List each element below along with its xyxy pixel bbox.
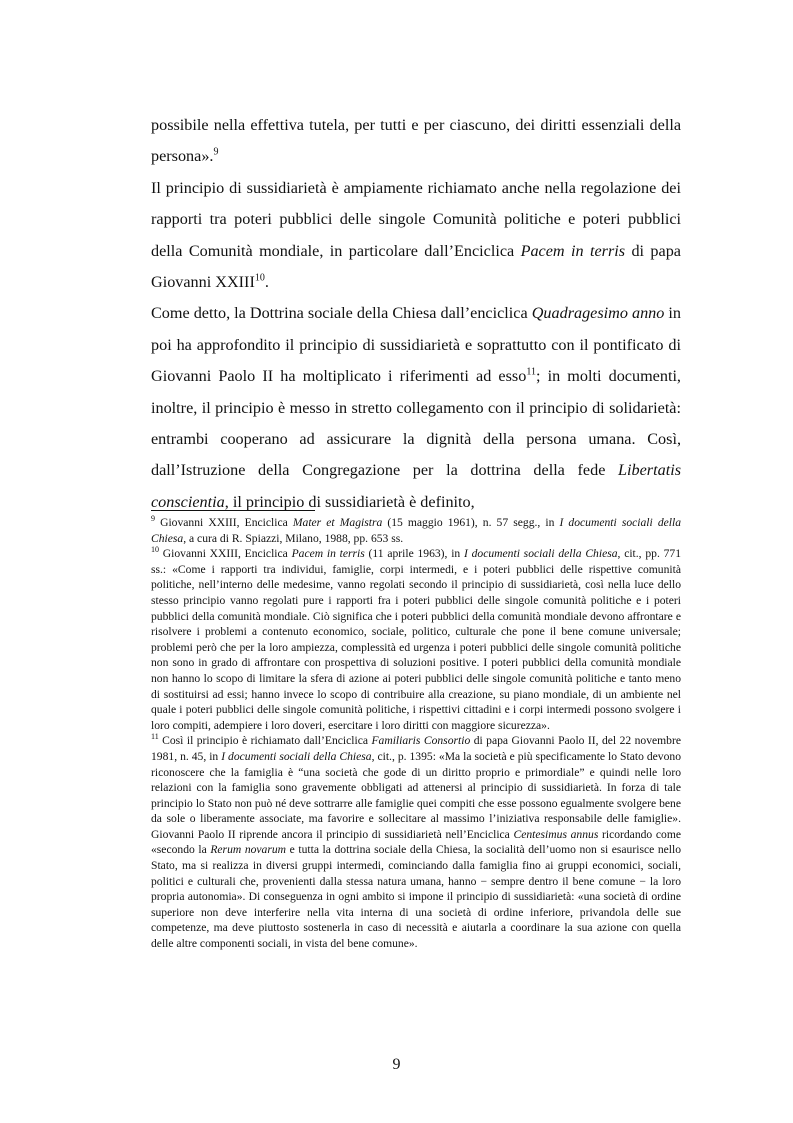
italic-title: Pacem in terris [291,547,365,561]
text: , il principio di sussidiarietà è definito, [224,492,475,511]
text: ; in molti documenti, inoltre, il principio è messo in stretto collegamento con il principio di solidarietà: entrambi cooperano ad assicurare la dignità della persona umana. Così, dall’Istruzione della Congregazione per la dottrina della fede [151,367,681,480]
italic-title: I documenti sociali della Chiesa [151,516,681,545]
italic-title: I documenti sociali della Chiesa [221,749,372,763]
footnote-10 [151,546,681,733]
text: Giovanni XXIII, Enciclica [155,516,293,529]
italic-title: Familiaris Consortio [371,734,471,748]
footnote-separator [151,510,315,511]
footnote-number: 10 [151,545,159,555]
italic-title: Centesimus annus [513,827,599,841]
text: (15 maggio 1961), n. 57 segg., in [382,516,560,529]
paragraph-3 [151,298,681,518]
text: , cit., p. 1395: «Ma la società e più specificamente lo Stato devono riconoscere che la famiglia è “una società che gode di un diritto proprio e primordiale” e quindi nelle loro relazioni con la famiglia sono gravemente obbligati ad attenersi al principio di sussidiarietà. In forza di tale principio lo Stato non può né deve sottrarre alle famiglie quei compiti che esse possono egualmente svolgere bene da sole o liberamente associate, ma favorire e sollecitare al massimo l’iniziativa responsabile delle famiglie». Giovanni Paolo II riprende ancora il principio di sussidiarietà nell’Enciclica [151,749,681,841]
main-text [151,110,681,518]
text: ricordando come «secondo la [151,827,681,857]
text: Il principio di sussidiarietà è ampiamente richiamato anche nella regolazione dei rapporti tra poteri pubblici delle singole Comunità politiche e poteri pubblici della Comunità mondiale, in particolare dall’Enciclica [151,178,681,260]
text: . [264,273,269,292]
text: Così il principio è richiamato dall’Enciclica [158,734,372,748]
paragraph-1 [151,110,681,173]
text: Come detto, la Dottrina sociale della Chiesa dall’enciclica [151,304,532,323]
italic-title: Libertatis conscientia [151,461,681,511]
text: Giovanni XXIII, Enciclica [159,547,292,561]
text: , cit., pp. 771 ss.: «Come i rapporti tra individui, famiglie, corpi intermedi, e i poteri pubblici delle rispettive comunità politiche, nell’interno delle medesime, vanno regolati secondo il principio di sussidiarietà, così nella luce dello stesso principio vanno regolati pure i rapporti fra i poteri pubblici delle singole comunità politiche e i poteri pubblici della comunità mondiale. Ciò significa che i poteri pubblici della comunità mondiale devono affrontare e risolvere i problemi a contenuto economico, sociale, politico, culturale che pone il bene comune universale; problemi però che per la loro ampiezza, complessità ed urgenza i poteri pubblici delle singole comunità politiche non sono in grado di affrontare con prospettiva di soluzioni positive. I poteri pubblici della comunità mondiale non hanno lo scopo di limitare la sfera di azione ai poteri pubblici delle singole comunità politiche e tanto meno di sostituirsi ad essi; hanno invece lo scopo di contribuire alla creazione, su piano mondiale, di un ambiente nel quale i poteri pubblici delle singole comunità politiche, i rispettivi cittadini e i corpi intermedi possono svolgere i loro compiti, adempiere i loro doveri, esercitare i loro diritti con maggiore sicurezza». [151,547,681,732]
italic-title: Pacem in terris [520,241,626,260]
italic-title: I documenti sociali della Chiesa [464,547,618,561]
text: e tutta la dottrina sociale della Chiesa, la socialità dell’uomo non si esaurisce nello Stato, ma si realizza in diversi gruppi intermedi, cominciando dalla famiglia fino ai gruppi economici, sociali, politici e culturali che, provenienti dalla stessa natura umana, hanno − sempre dentro il bene comune − la loro propria autonomia». Di conseguenza in ogni ambito si impone il principio di sussidiarietà: «una società di ordine superiore non deve interferire nella vita interna di una società di ordine inferiore, privandola delle sue competenze, ma deve piuttosto sostenerla in caso di necessità e aiutarla a coordinare la sua azione con quella delle altre componenti sociali, in vista del bene comune». [151,843,682,951]
footnote-ref-10[interactable]: 10 [254,272,265,284]
footnote-9 [151,515,681,546]
footnote-number: 9 [151,514,155,524]
footnote-ref-11[interactable]: 11 [526,366,536,378]
page-number: 9 [392,1056,401,1073]
footnote-11 [151,733,681,951]
footnotes [151,515,681,952]
italic-title: Quadragesimo anno [531,304,665,323]
text: di papa Giovanni Paolo II, del 22 novembre 1981, n. 45, in [151,734,681,763]
footnote-number: 11 [151,732,159,742]
italic-title: Rerum novarum [210,843,287,857]
text: possibile nella effettiva tutela, per tutti e per ciascuno, dei diritti essenziali della persona». [151,116,681,166]
italic-title: Mater et Magistra [292,516,383,529]
text: di papa Giovanni XXIII [151,241,681,292]
text: (11 aprile 1963), in [364,547,464,561]
text: in poi ha approfondito il principio di sussidiarietà e soprattutto con il pontificato di Giovanni Paolo II ha moltiplicato i riferimenti ad esso [151,304,682,386]
text: , a cura di R. Spiazzi, Milano, 1988, pp. 653 ss. [183,531,404,545]
footnote-ref-9[interactable]: 9 [213,147,219,159]
paragraph-2 [151,173,681,299]
